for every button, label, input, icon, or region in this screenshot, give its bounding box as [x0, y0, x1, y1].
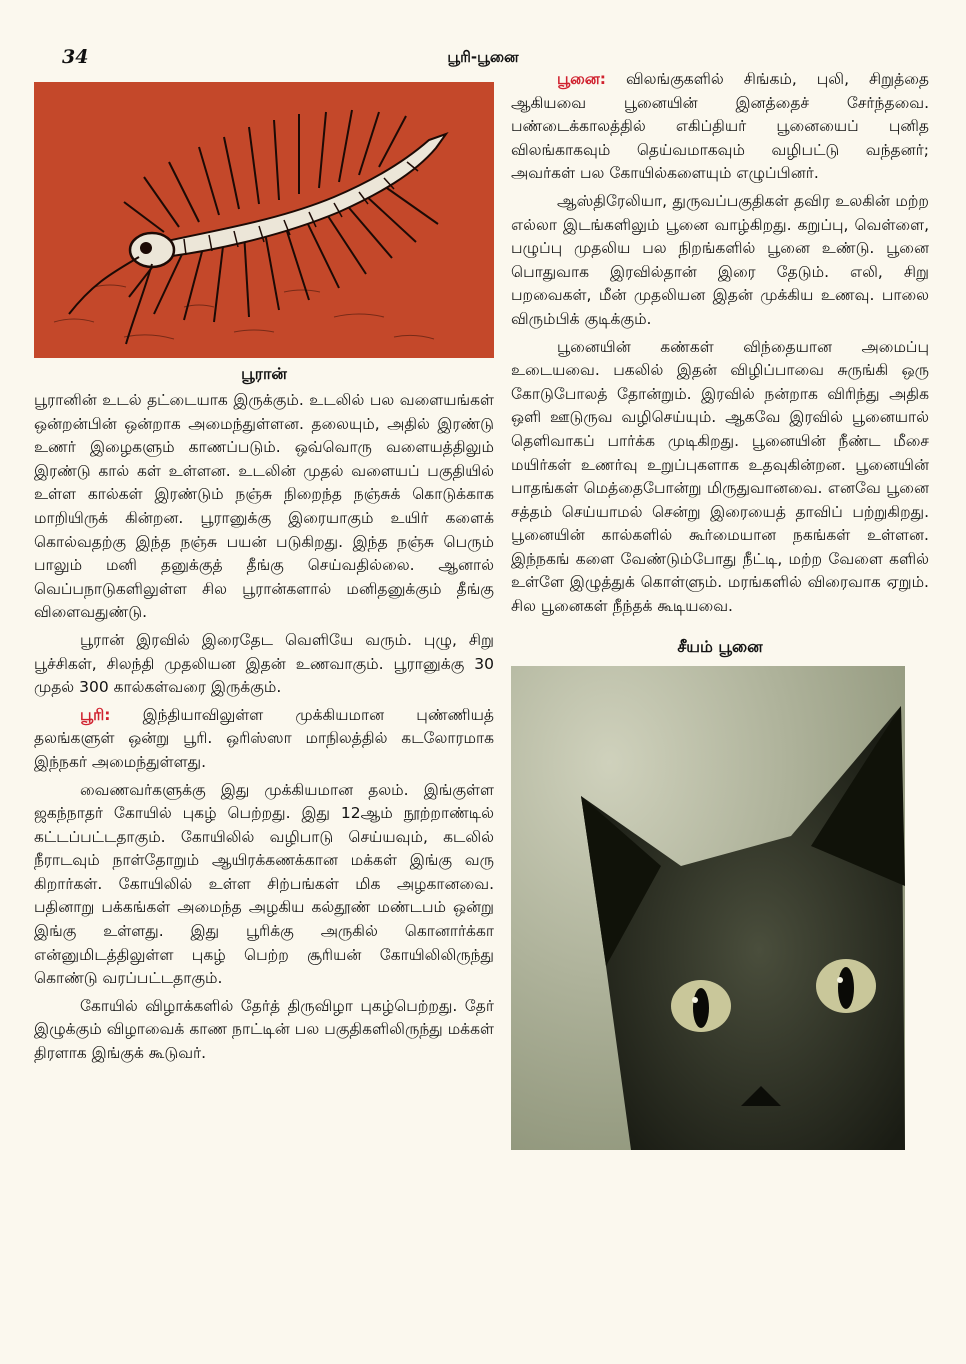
entry-text: இந்தியாவிலுள்ள முக்கியமான புண்ணியத் தலங்களுள் ஒன்று பூரி. ஒரிஸ்ஸா மாநிலத்தில் கடலோரமாக இந்நகர் அமைந்துள்ளது.	[34, 705, 494, 771]
paragraph: கோயில் விழாக்களில் தேர்த் திருவிழா புகழ்பெற்றது. தேர் இழுக்கும் விழாவைக் காண நாட்டின் பல பகுதிகளிலிருந்து மக்கள் திரளாக இங்குக் கூடுவர்.	[34, 996, 494, 1063]
figure-caption-centipede: பூரான்	[241, 364, 287, 383]
entry-term-puri: பூரி:	[80, 705, 111, 724]
paragraph	[34, 704, 494, 775]
paragraph: வைணவர்களுக்கு இது முக்கியமான தலம். இங்குள்ள ஜகந்நாதர் கோயில் புகழ் பெற்றது. இது 12ஆம் நூற்றாண்டில் கட்டப்பட்டதாகும். கோயிலில் வழிபாடு செய்யவும், கடலில் நீராடவும் நாள்தோறும் ஆயிரக்கணக்கான மக்கள் இங்கு வரு கிறார்கள். கோயிலில் உள்ள சிற்பங்கள் மிக அழகானவை. பதினாறு பக்கங்கள் அமைந்த அழகிய கல்தூண் மண்டபம் ஒன்று இங்கு உள்ளது. இது பூரிக்கு அருகில் கொனார்க்கா என்னுமிடத்திலுள்ள புகழ் பெற்ற சூரியன் கோயிலிலிருந்து கொண்டு வரப்பட்டதாகும்.	[34, 780, 494, 988]
siamese-cat-photo	[511, 666, 905, 1150]
entry-term-poonai: பூனை:	[557, 70, 607, 88]
right-column	[511, 68, 929, 1150]
paragraph: பூரானின் உடல் தட்டையாக இருக்கும். உடலில் பல வளையங்கள் ஒன்றன்பின் ஒன்றாக அமைந்துள்ளன. தலையும், அதில் இரண்டு உணர் இழைகளும் காணப்படும். ஒவ்வொரு வளையத்திலும் இரண்டு கால் கள் உள்ளன. உடலின் முதல் வளையப் பகுதியில் உள்ள கால்கள் இரண்டும் நஞ்சு நிறைந்த நஞ்சுக் கொடுக்காக மாறியிருக் கின்றன. பூரானுக்கு இரையாகும் உயிர் களைக் கொல்வதற்கு இந்த நஞ்சு பயன் படுகிறது. இந்த நஞ்சு பெரும் பாலும் மனி தனுக்குத் தீங்கு செய்வதில்லை. ஆனால் வெப்பநாடுகளிலுள்ள சில பூரான்களால் மனிதனுக்கும் தீங்கு விளைவதுண்டு.	[34, 391, 494, 622]
running-head: பூரி-பூனை	[447, 48, 519, 66]
paragraph: ஆஸ்திரேலியா, துருவப்பகுதிகள் தவிர உலகின் மற்ற எல்லா இடங்களிலும் பூனை வாழ்கிறது. கறுப்பு, வெள்ளை, பழுப்பு முதலிய பல நிறங்களில் பூனை உண்டு. பூனை பொதுவாக இரவில்தான் இரை தேடும். எலி, சிறு பறவைகள், மீன் முதலியன இதன் முக்கிய உணவு. பாலை விரும்பிக் குடிக்கும்.	[511, 191, 929, 328]
page-number: 34	[62, 46, 89, 68]
figure-caption-cat: சீயம் பூனை	[677, 636, 763, 656]
entry-text: விலங்குகளில் சிங்கம், புலி, சிறுத்தை ஆகியவை பூனையின் இனத்தைச் சேர்ந்தவை. பண்டைக்காலத்தில் எகிப்தியர் பூனையைப் புனித விலங்காகவும் தெய்வமாகவும் வழிபட்டு வந்தனர்; அவர்கள் பல கோயில்களையும் எழுப்பினர்.	[511, 70, 929, 183]
paragraph: பூரான் இரவில் இரைதேட வெளியே வரும். புழு, சிறு பூச்சிகள், சிலந்தி முதலியன இதன் உணவாகும். பூரானுக்கு 30 முதல் 300 கால்கள்வரை இருக்கும்.	[34, 630, 494, 697]
paragraph: பூனையின் கண்கள் விந்தையான அமைப்பு உடையவை. பகலில் இதன் விழிப்பாவை சுருங்கி ஒரு கோடுபோலத் தோன்றும். இரவில் நன்றாக விரிந்து அதிக ஒளி ஊடுருவ வழிசெய்யும். ஆகவே இரவில் பூனையால் தெளிவாகப் பார்க்க முடிகிறது. பூனையின் நீண்ட மீசை மயிர்கள் உணர்வு உறுப்புகளாக உதவுகின்றன. பூனையின் பாதங்கள் மெத்தைபோன்று மிருதுவானவை. எனவே பூனை சத்தம் செய்யாமல் சென்று இரையைத் தாவிப் பற்றுகிறது. பூனையின் கால்களில் கூர்மையான நகங்கள் உள்ளன. இந்நகங் களை வேண்டும்போது நீட்டி, மற்ற வேளை களில் உள்ளே இழுத்துக் கொள்ளும். மரங்களில் விரைவாக ஏறும். சில பூனைகள் நீந்தக் கூடியவை.	[511, 337, 929, 616]
centipede-illustration	[34, 82, 494, 358]
paragraph	[511, 68, 929, 186]
left-column	[34, 82, 494, 1070]
